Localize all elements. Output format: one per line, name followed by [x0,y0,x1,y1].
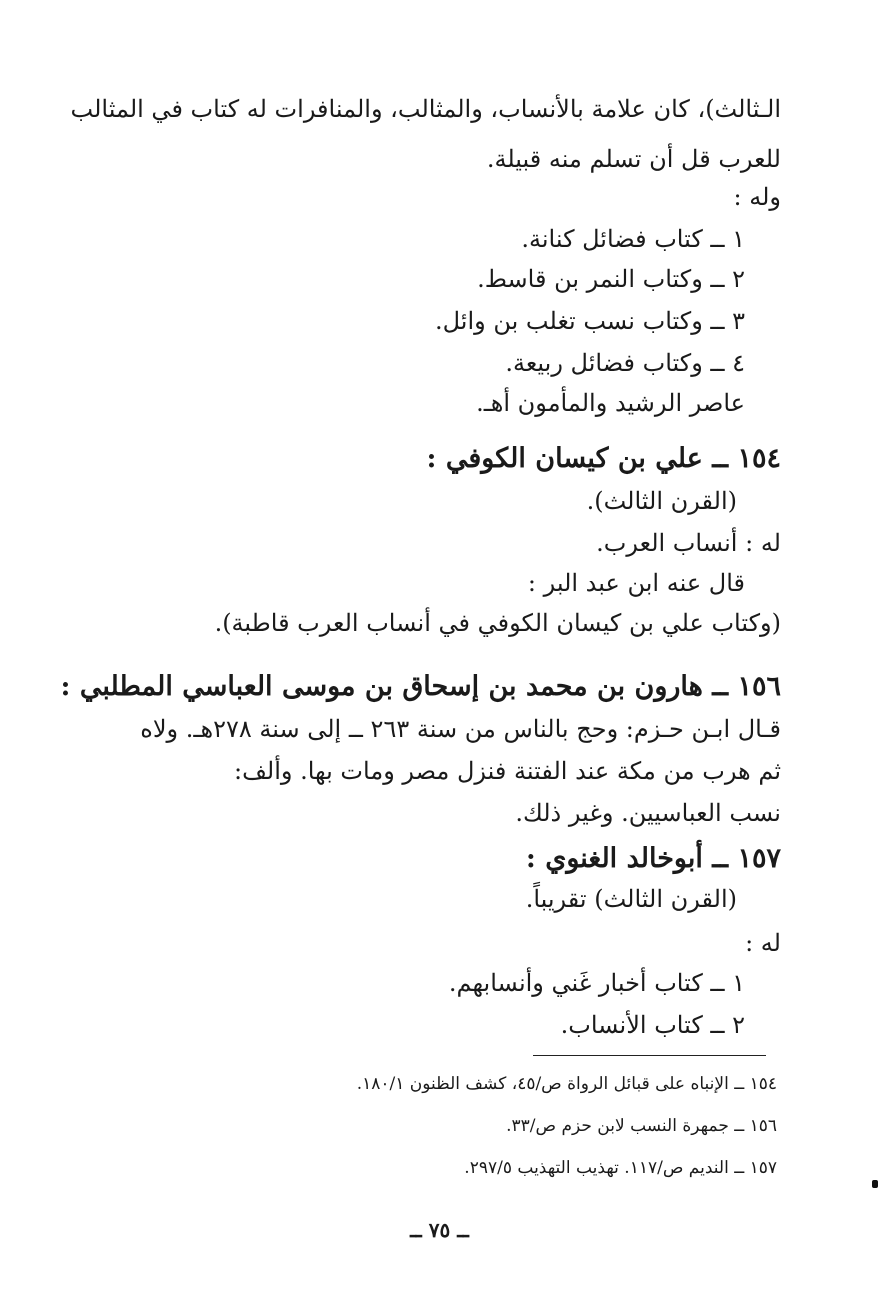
text-line: قـال ابـن حـزم: وحج بالناس من سنة ٢٦٣ ــ إلى سنة ٢٧٨هـ. ولاه [140,715,781,743]
list-item: ٢ ــ وكتاب النمر بن قاسط. [477,265,745,293]
entry-heading: ١٥٦ ــ هارون بن محمد بن إسحاق بن موسى العباسي المطلبي : [60,671,781,702]
list-item: ١ ــ كتاب فضائل كنانة. [521,225,745,253]
text-line: له : [745,929,781,957]
entry-heading: ١٥٤ ــ علي بن كيسان الكوفي : [426,443,781,474]
text-line: (القرن الثالث). [586,487,737,515]
list-item: ٢ ــ كتاب الأنساب. [560,1011,745,1039]
scan-mark [872,1180,878,1188]
text-line: الـثالث)، كان علامة بالأنساب، والمثالب، والمنافرات له كتاب في المثالب [70,95,781,123]
text-line: عاصر الرشيد والمأمون أهـ. [476,389,745,417]
list-item: ٤ ــ وكتاب فضائل ربيعة. [505,349,745,377]
text-line: للعرب قل أن تسلم منه قبيلة. [486,145,781,173]
footnote: ١٥٧ ــ النديم ص/١١٧. تهذيب التهذيب ٢٩٧/٥. [464,1158,777,1178]
list-item: ٣ ــ وكتاب نسب تغلب بن وائل. [434,307,745,335]
quote-line: (وكتاب علي بن كيسان الكوفي في أنساب العرب قاطبة). [214,609,781,637]
text-line: قال عنه ابن عبد البر : [527,569,745,597]
footnote: ١٥٤ ــ الإنباه على قبائل الرواة ص/٤٥، كشف الظنون ١٨٠/١. [356,1074,777,1094]
text-line: له : أنساب العرب. [596,529,781,557]
text-line: نسب العباسيين. وغير ذلك. [515,799,781,827]
list-item: ١ ــ كتاب أخبار غَني وأنسابهم. [448,969,745,997]
footnote: ١٥٦ ــ جمهرة النسب لابن حزم ص/٣٣. [506,1116,777,1136]
footnote-divider [533,1055,766,1056]
text-line: (القرن الثالث) تقريباً. [525,885,737,913]
entry-heading: ١٥٧ ــ أبوخالد الغنوي : [525,843,781,874]
text-line: ثم هرب من مكة عند الفتنة فنزل مصر ومات بها. وألف: [233,757,781,785]
text-line: وله : [733,183,781,211]
page-number: ــ ٧٥ ــ [410,1218,469,1242]
